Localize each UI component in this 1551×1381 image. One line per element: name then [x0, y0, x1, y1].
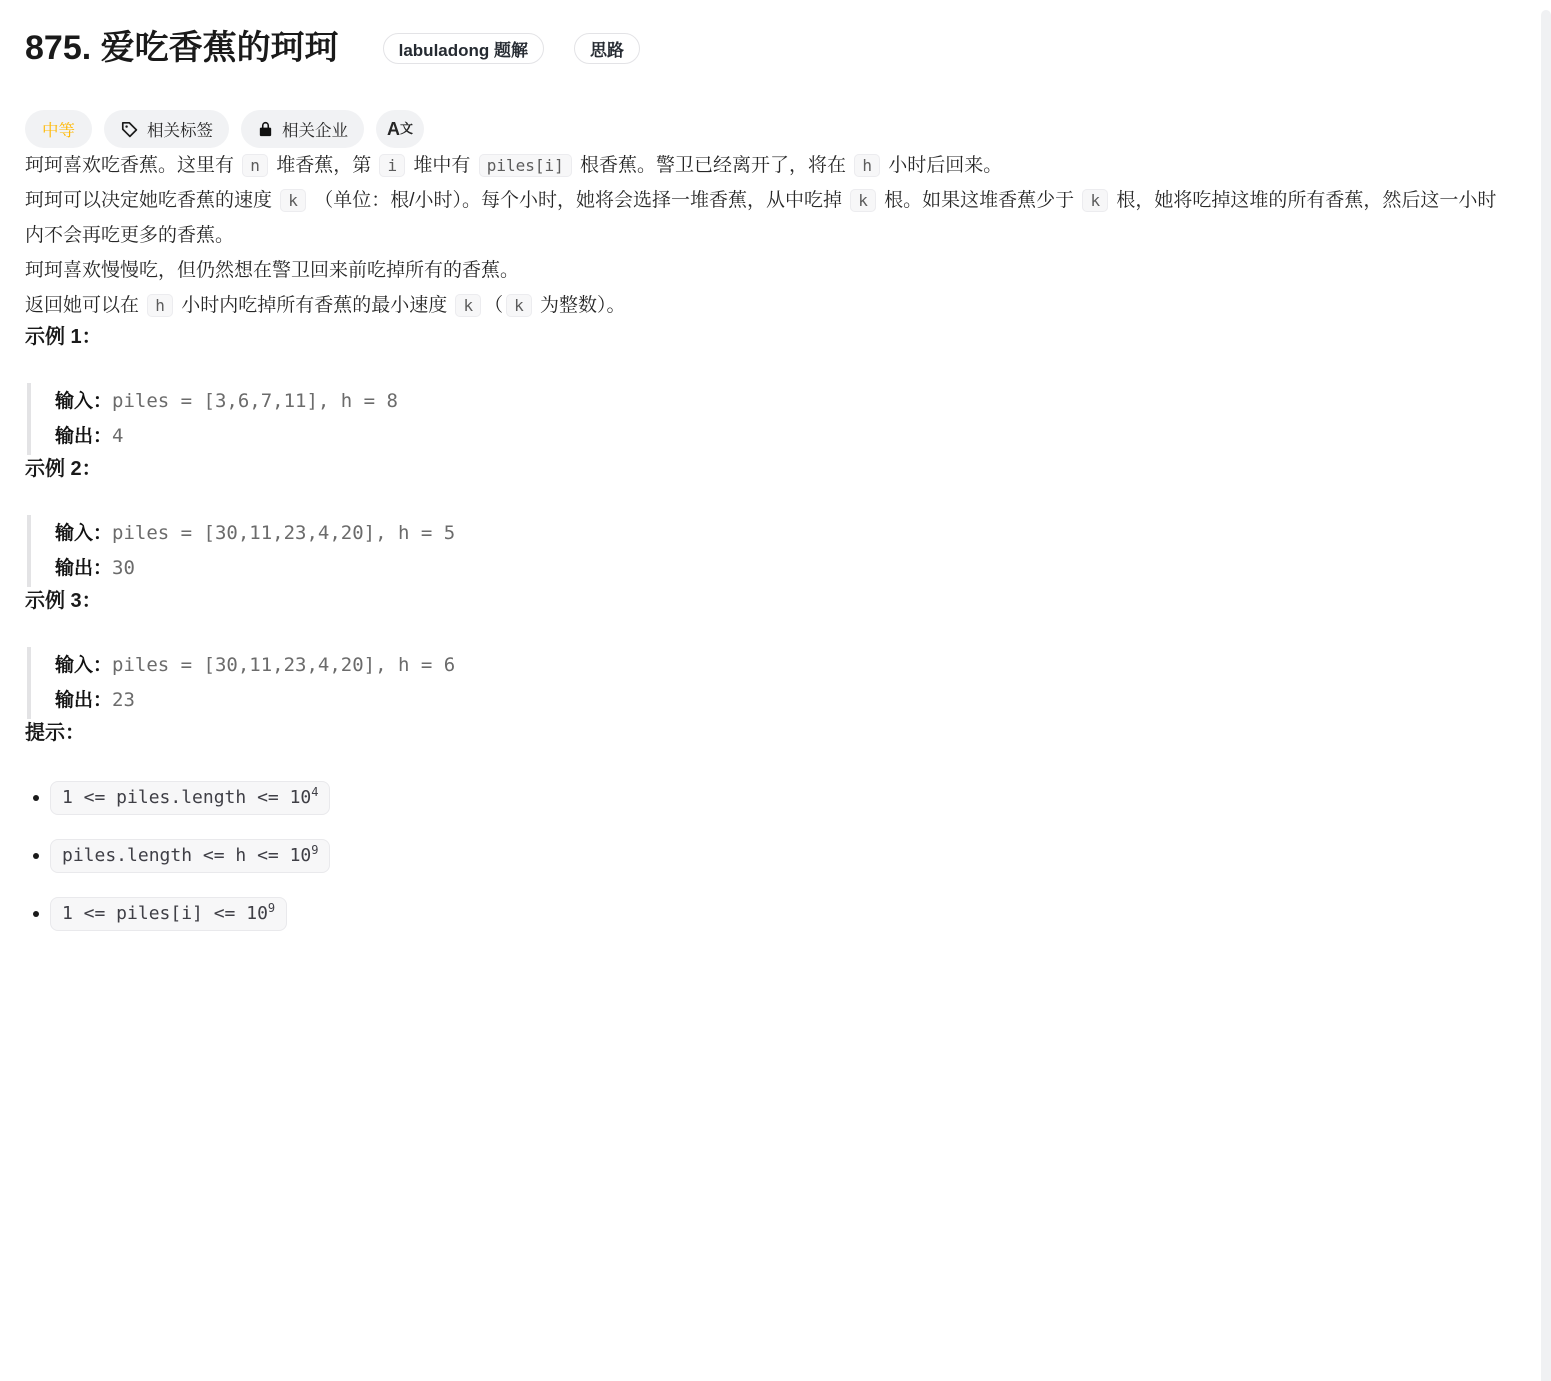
example-3-output-value: 23	[112, 689, 135, 711]
example-3-input-value: piles = [30,11,23,4,20], h = 6	[112, 654, 456, 676]
example-2-output-line	[55, 551, 1503, 586]
inline-code: k	[850, 189, 876, 212]
input-label: 输入：	[55, 523, 113, 544]
inline-code: i	[379, 154, 405, 177]
hints-title: 提示：	[25, 722, 85, 744]
hints-list	[25, 781, 1503, 931]
inline-code: k	[506, 294, 532, 317]
inline-code: k	[1082, 189, 1108, 212]
idea-badge[interactable]: 思路	[574, 33, 640, 64]
related-tags-button[interactable]	[104, 110, 229, 148]
scrollbar-track[interactable]	[1541, 10, 1551, 1381]
hint-constraint: piles.length <= $h <= 10^9$	[50, 839, 330, 873]
inline-code: piles[i]	[479, 154, 572, 177]
hint-item	[25, 839, 1503, 873]
related-companies-button[interactable]	[241, 110, 364, 148]
labuladong-solution-badge[interactable]: labuladong 题解	[383, 33, 544, 64]
example-2-block	[27, 515, 1503, 587]
problem-paragraph-2: 珂珂可以决定她吃香蕉的速度 k （单位：根/小时）。每个小时，她将会选择一堆香蕉，从中吃掉 k 根。如果这堆香蕉少于 k 根，她将吃掉这堆的所有香蕉，然后这一小时内不会再吃更多的香蕉。	[25, 190, 1497, 246]
example-1-input-value: piles = [3,6,7,11], h = 8	[112, 390, 398, 412]
inline-code: n	[242, 154, 268, 177]
inline-code: k	[455, 294, 481, 317]
output-label: 输出：	[55, 558, 113, 579]
example-1-title: 示例 1：	[25, 326, 102, 348]
related-companies-label: 相关企业	[282, 122, 348, 140]
example-2-input-value: piles = [30,11,23,4,20], h = 5	[112, 522, 456, 544]
hint-constraint: 1 <= piles[i] <= $10^9$	[50, 897, 287, 931]
example-3-block	[27, 647, 1503, 719]
example-1-output-line	[55, 419, 1503, 454]
problem-paragraph-1: 珂珂喜欢吃香蕉。这里有 n 堆香蕉，第 i 堆中有 piles[i] 根香蕉。警卫已经离开了，将在 h 小时后回来。	[25, 155, 1003, 176]
example-2-input-line	[55, 516, 1503, 551]
input-label: 输入：	[55, 391, 113, 412]
input-label: 输入：	[55, 655, 113, 676]
inline-code: k	[280, 189, 306, 212]
hint-item	[25, 781, 1503, 815]
example-3-output-line	[55, 683, 1503, 718]
lock-icon	[257, 120, 274, 138]
example-3-input-line	[55, 648, 1503, 683]
example-1-input-line	[55, 384, 1503, 419]
problem-paragraph-4: 返回她可以在 h 小时内吃掉所有香蕉的最小速度 k （ k 为整数）。	[25, 295, 626, 316]
related-tags-label: 相关标签	[147, 122, 213, 140]
example-1-block	[27, 383, 1503, 455]
meta-pill-row	[25, 110, 1503, 148]
output-label: 输出：	[55, 690, 113, 711]
title-row	[25, 26, 1503, 70]
output-label: 输出：	[55, 426, 113, 447]
inline-code: h	[854, 154, 880, 177]
translate-icon: A文	[387, 119, 414, 139]
page-title: 875. 爱吃香蕉的珂珂	[25, 29, 339, 67]
hint-item	[25, 897, 1503, 931]
example-1-output-value: 4	[112, 425, 124, 447]
inline-code: h	[147, 294, 173, 317]
problem-paragraph-3: 珂珂喜欢慢慢吃，但仍然想在警卫回来前吃掉所有的香蕉。	[25, 260, 520, 281]
hint-constraint: 1 <= piles.length <= $10^4$	[50, 781, 330, 815]
example-2-output-value: 30	[112, 557, 135, 579]
tag-icon	[120, 120, 139, 139]
example-2-title: 示例 2：	[25, 458, 102, 480]
example-3-title: 示例 3：	[25, 590, 102, 612]
translate-button[interactable]	[376, 110, 424, 148]
difficulty-badge: 中等	[25, 110, 92, 148]
